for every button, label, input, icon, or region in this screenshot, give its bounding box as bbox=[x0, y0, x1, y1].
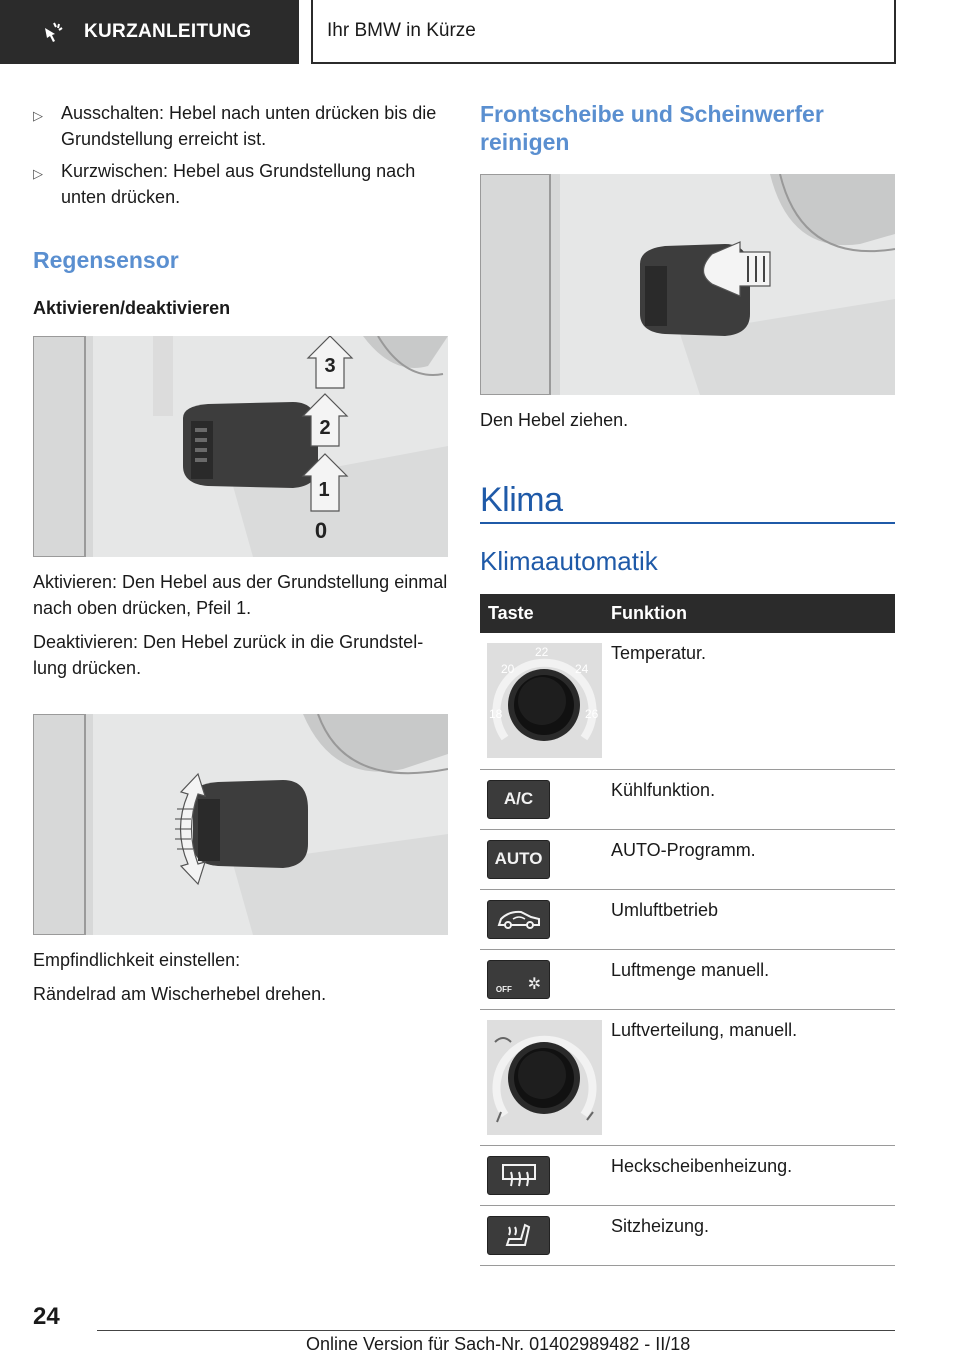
regensensor-subheading: Aktivieren/deaktivieren bbox=[33, 298, 231, 318]
triangle-bullet-icon: ▷ bbox=[33, 108, 43, 123]
taste-cell bbox=[480, 949, 603, 1009]
wheel-text: Rändelrad am Wischerhebel drehen. bbox=[33, 984, 327, 1004]
bullet-item bbox=[33, 100, 448, 152]
seat-heating-icon bbox=[487, 1216, 550, 1255]
klimaautomatik-heading: Klimaautomatik bbox=[480, 546, 658, 576]
table-row bbox=[480, 1205, 895, 1265]
arrow-label-0: 0 bbox=[314, 518, 328, 543]
sensitivity-wheel-diagram bbox=[33, 714, 448, 935]
bullet-text: Kurzwischen: Hebel aus Grundstellung nach unten drücken. bbox=[61, 161, 416, 207]
arrow-label-3: 3 bbox=[324, 355, 336, 377]
regensensor-heading: Regensensor bbox=[33, 247, 179, 273]
funktion-cell: Temperatur. bbox=[603, 633, 895, 769]
fan-speed-button-icon bbox=[487, 960, 550, 999]
auto-button-icon: AUTO bbox=[487, 840, 550, 879]
taste-cell bbox=[480, 1145, 603, 1205]
deactivate-text: Deaktivieren: Den Hebel zurück in die Grundstellung drücken. bbox=[33, 632, 424, 678]
arrow-label-2: 2 bbox=[319, 417, 331, 439]
temp-mark: 24 bbox=[575, 662, 589, 676]
online-version-text: Online Version für Sach-Nr. 01402989482 - II/18 bbox=[306, 1334, 691, 1354]
col-header-taste: Taste bbox=[480, 594, 603, 633]
table-row bbox=[480, 949, 895, 1009]
bullet-text: Ausschalten: Hebel nach unten drücken bis die Grundstellung erreicht ist. bbox=[61, 103, 437, 149]
funktion-cell: Kühlfunktion. bbox=[603, 769, 895, 829]
fan-off-label: OFF bbox=[495, 984, 512, 994]
klima-heading: Klima bbox=[480, 481, 563, 519]
table-header-row bbox=[480, 594, 895, 633]
fan-icon: ✲ bbox=[527, 975, 542, 993]
sensitivity-text: Empfindlichkeit einstellen: bbox=[33, 950, 241, 970]
funktion-cell: Sitzheizung. bbox=[603, 1205, 895, 1265]
wash-text: Den Hebel ziehen. bbox=[480, 410, 629, 430]
wash-heading: Frontscheibe und Scheinwerfer reinigen bbox=[480, 101, 824, 155]
col-header-funktion: Funktion bbox=[603, 594, 895, 633]
table-row bbox=[480, 633, 895, 769]
funktion-cell: Umluftbetrieb bbox=[603, 889, 895, 949]
temp-mark: 26 bbox=[585, 707, 599, 721]
hand-pointer-icon bbox=[42, 20, 66, 44]
table-row bbox=[480, 1009, 895, 1145]
temp-mark: 22 bbox=[535, 645, 549, 659]
funktion-cell: Luftmenge manuell. bbox=[603, 949, 895, 1009]
air-distribution-knob-icon bbox=[487, 1020, 602, 1135]
section-title: Ihr BMW in Kürze bbox=[311, 0, 896, 64]
table-row bbox=[480, 769, 895, 829]
temperature-knob-icon bbox=[487, 643, 602, 758]
footer-rule bbox=[97, 1330, 895, 1331]
header-tab-label: KURZANLEITUNG bbox=[84, 21, 252, 42]
rain-sensor-diagram bbox=[33, 336, 448, 557]
right-column bbox=[480, 100, 895, 1266]
taste-cell bbox=[480, 1205, 603, 1265]
table-row bbox=[480, 889, 895, 949]
funktion-cell: AUTO-Programm. bbox=[603, 829, 895, 889]
funktion-cell: Luftverteilung, manuell. bbox=[603, 1009, 895, 1145]
temp-mark: 20 bbox=[501, 662, 515, 676]
funktion-cell: Heckscheibenheizung. bbox=[603, 1145, 895, 1205]
wash-lever-diagram bbox=[480, 174, 895, 395]
arrow-label-1: 1 bbox=[318, 479, 330, 501]
triangle-bullet-icon: ▷ bbox=[33, 166, 43, 181]
taste-cell bbox=[480, 829, 603, 889]
taste-cell bbox=[480, 769, 603, 829]
header-tab[interactable] bbox=[0, 0, 299, 64]
bullet-item bbox=[33, 158, 448, 210]
ac-button-icon: A/C bbox=[487, 780, 550, 819]
taste-cell bbox=[480, 889, 603, 949]
recirculation-car-icon bbox=[487, 900, 550, 939]
activate-text: Aktivieren: Den Hebel aus der Grundstellung einmal nach oben drücken, Pfeil 1. bbox=[33, 572, 448, 618]
taste-cell bbox=[480, 633, 603, 769]
left-column bbox=[33, 100, 448, 1007]
temp-mark: 18 bbox=[489, 707, 503, 721]
klima-rule bbox=[480, 522, 895, 524]
rear-window-heating-icon bbox=[487, 1156, 550, 1195]
page-number: 24 bbox=[33, 1303, 60, 1330]
taste-cell bbox=[480, 1009, 603, 1145]
climate-controls-table bbox=[480, 594, 895, 1266]
table-row bbox=[480, 1145, 895, 1205]
table-row bbox=[480, 829, 895, 889]
